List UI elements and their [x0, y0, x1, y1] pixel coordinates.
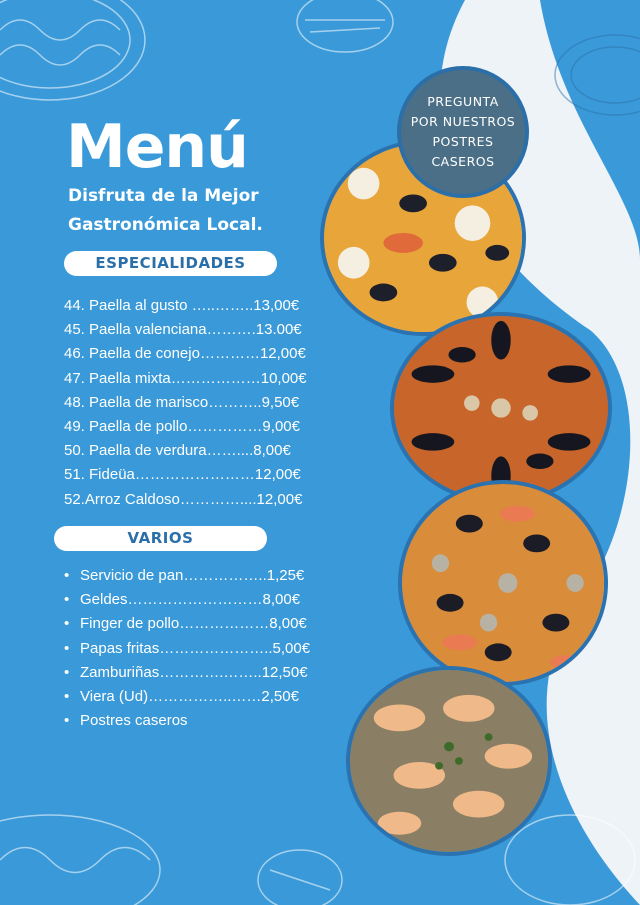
- list-item: • Postres caseros: [64, 709, 310, 733]
- shrimp-photo: [346, 666, 552, 856]
- especialidades-heading: ESPECIALIDADES: [64, 251, 277, 276]
- varios-list: [64, 564, 310, 733]
- menu-item: 50. Paella de verdura……....8,00€: [64, 442, 291, 460]
- badge-line-3: POSTRES: [432, 134, 494, 149]
- list-item: • Papas fritas…………………..5,00€: [64, 637, 310, 661]
- badge-line-2: POR NUESTROS: [410, 114, 516, 129]
- menu-item: 51. Fideüa……………………12,00€: [64, 466, 301, 484]
- page-title: Menú: [66, 112, 248, 182]
- menu-item: 46. Paella de conejo…………12,00€: [64, 345, 306, 363]
- list-item: • Geldes………………………8,00€: [64, 588, 310, 612]
- subtitle: [68, 182, 328, 240]
- especialidades-list: [64, 294, 307, 512]
- subtitle-line-1: Disfruta de la Mejor: [68, 186, 259, 206]
- menu-item: 48. Paella de marisco………..9,50€: [64, 393, 300, 411]
- menu-item: 47. Paella mixta………………10,00€: [64, 369, 307, 387]
- dessert-badge: [397, 66, 529, 198]
- list-item: • Servicio de pan……………..1,25€: [64, 564, 310, 588]
- paella-photo-2: [390, 312, 612, 504]
- menu-item: 45. Paella valenciana……….13.00€: [64, 321, 302, 339]
- list-item: • Zamburiñas………….……..12,50€: [64, 661, 310, 685]
- list-item: • Finger de pollo………………8,00€: [64, 612, 310, 636]
- badge-line-1: PREGUNTA: [427, 94, 499, 109]
- list-item: • Viera (Ud)……………..……2,50€: [64, 685, 310, 709]
- subtitle-line-2: Gastronómica Local.: [68, 215, 263, 235]
- paella-photo-3: [398, 480, 608, 686]
- badge-line-4: CASEROS: [431, 154, 495, 169]
- varios-heading: VARIOS: [54, 526, 267, 551]
- menu-item: 52.Arroz Caldoso…………....12,00€: [64, 490, 303, 508]
- menu-item: 49. Paella de pollo……………9,00€: [64, 417, 300, 435]
- menu-item: 44. Paella al gusto …..……..13,00€: [64, 297, 300, 314]
